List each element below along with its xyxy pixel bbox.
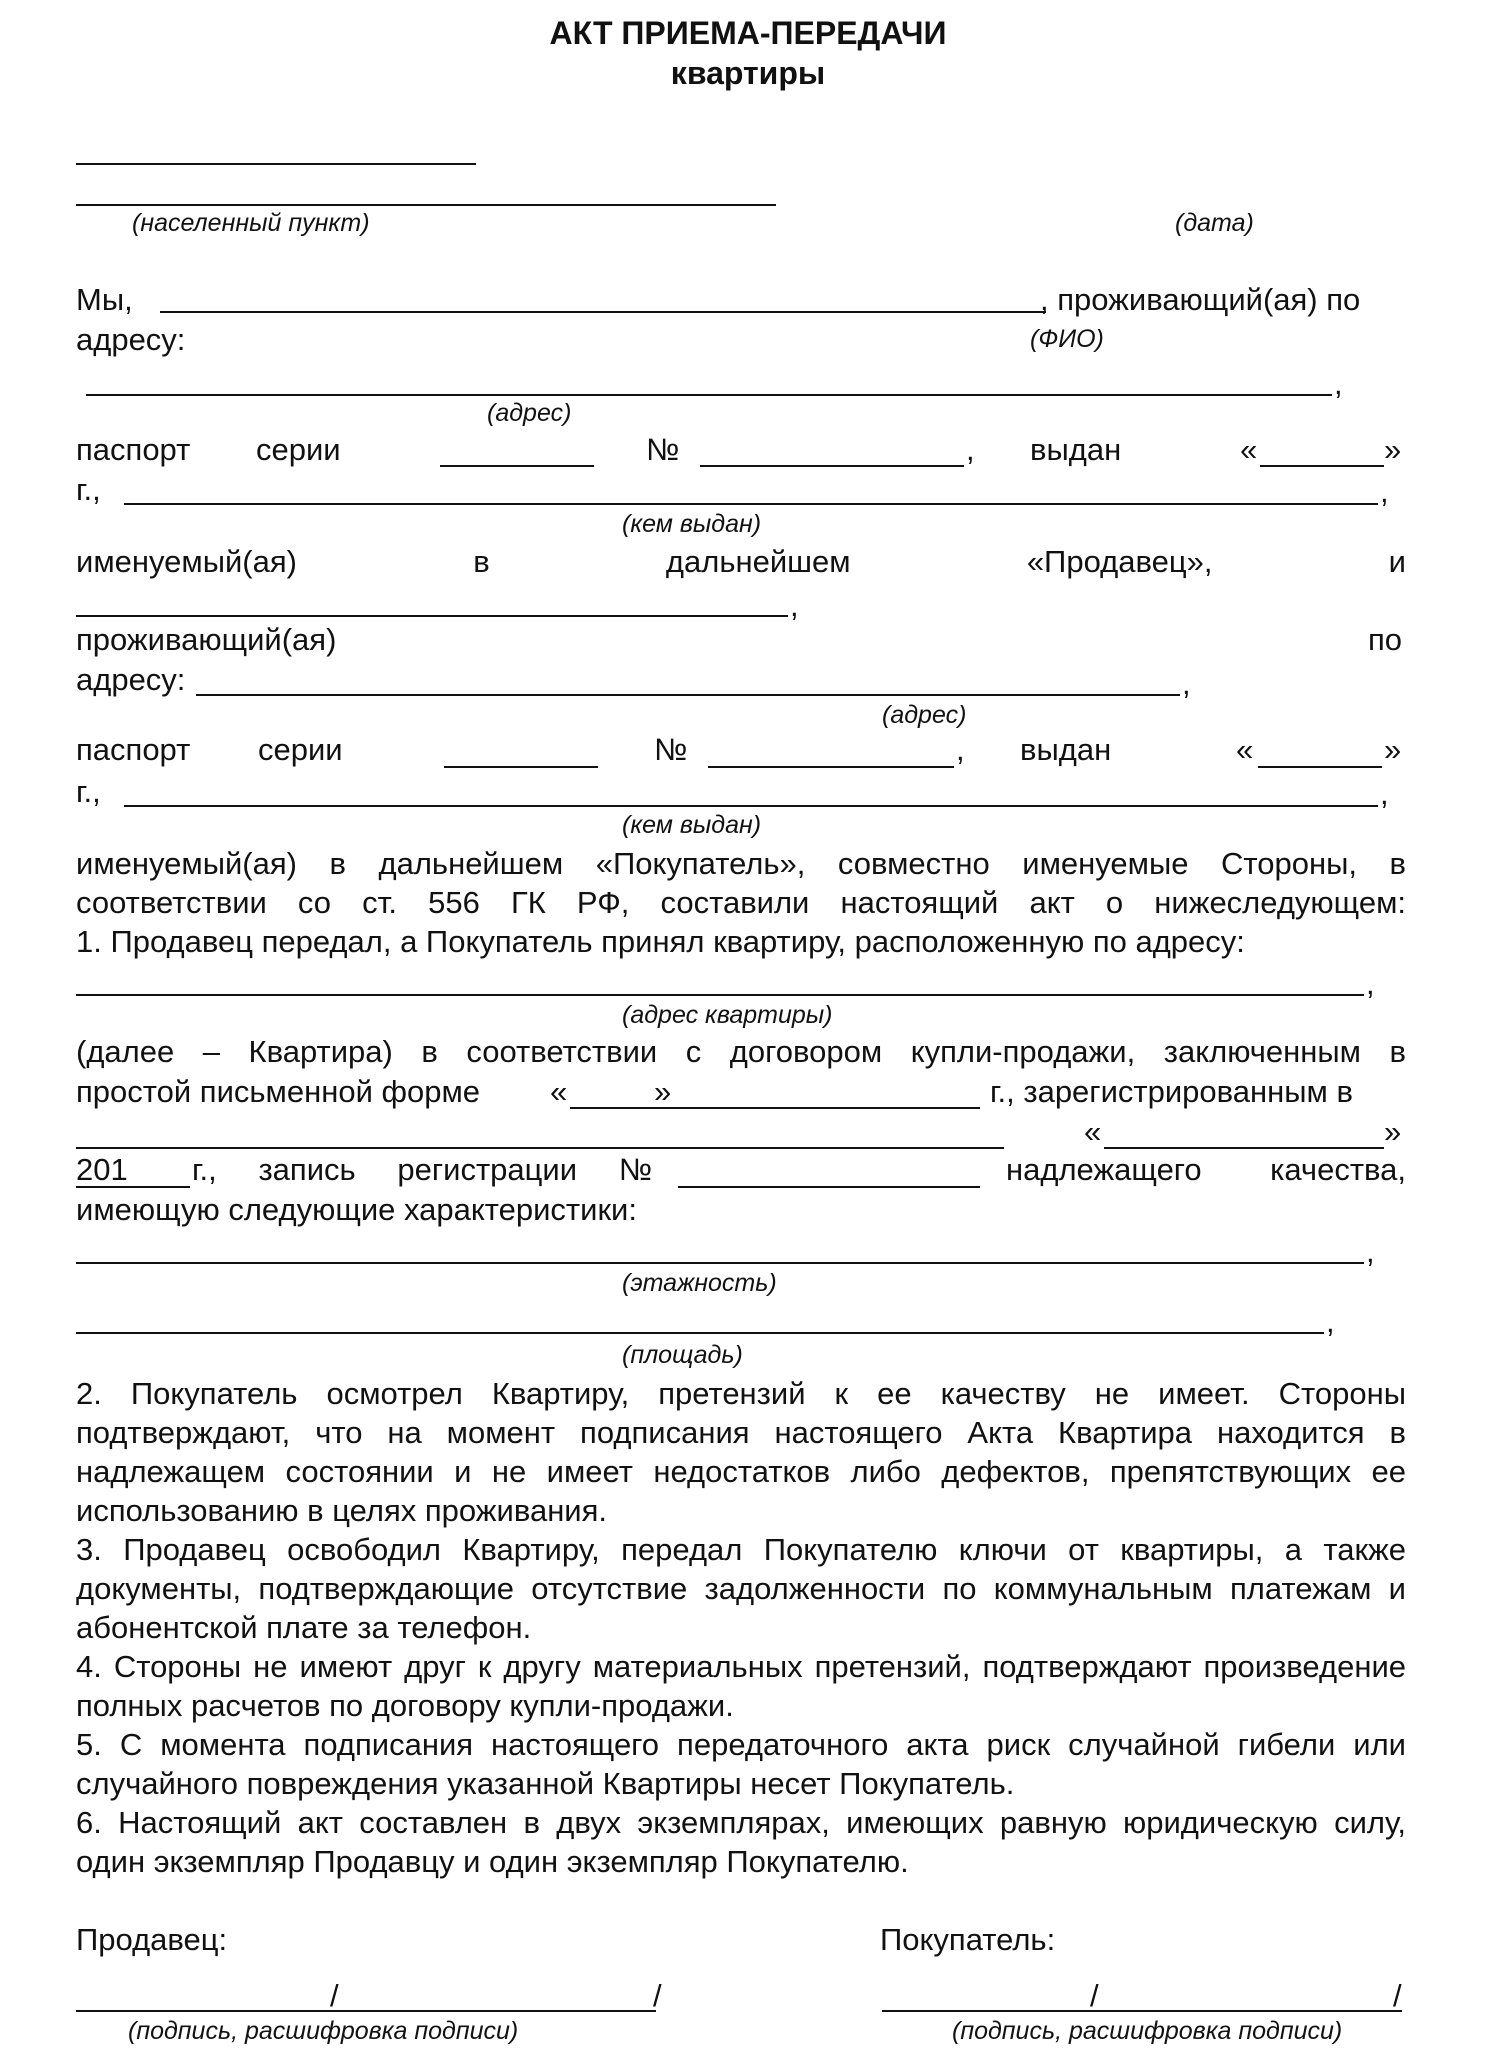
registration-date-blank	[1104, 1147, 1384, 1149]
hint-issued-by-2: (кем выдан)	[622, 811, 762, 839]
locality-blank	[76, 204, 776, 206]
hint-flat-address: (адрес квартиры)	[622, 1001, 833, 1029]
label-seller: Продавец:	[76, 1922, 228, 1957]
comma: ,	[790, 588, 799, 623]
record-number-blank	[678, 1186, 980, 1188]
comma: ,	[1182, 666, 1191, 701]
text-issued: выдан	[1030, 432, 1122, 467]
issued-by-blank-1	[124, 503, 1378, 505]
floors-blank	[76, 1262, 1364, 1264]
area-blank	[76, 1332, 1324, 1334]
text-passport: паспорт	[76, 732, 191, 767]
text-address-colon-2: адресу:	[76, 662, 186, 697]
document-subtitle: квартиры	[670, 55, 826, 91]
quote-open: «	[1236, 732, 1254, 767]
day-blank-2	[1258, 766, 1382, 768]
comma: ,	[1366, 1234, 1375, 1269]
hint-locality: (населенный пункт)	[132, 209, 370, 237]
text-issued: выдан	[1020, 732, 1112, 767]
item-1: 1. Продавец передал, а Покупатель принял квартиру, расположенную по адресу:	[76, 924, 1245, 959]
text-year-prefix: г.,	[76, 774, 101, 809]
named-buyer-line-2: соответствии со ст. 556 ГК РФ, составили настоящий акт о нижеследующем:	[76, 885, 1406, 920]
blank-line	[76, 163, 476, 165]
item-4: 4. Стороны не имеют друг к другу материальных претензий, подтверждают произведение полных расчетов по договору купли-продажи.	[76, 1649, 1406, 1723]
comma: ,	[1366, 966, 1375, 1001]
text-year-prefix: г.,	[76, 472, 101, 507]
text-year-registered: г., зарегистрированным в	[990, 1074, 1353, 1109]
item-5: 5. С момента подписания настоящего передаточного акта риск случайной гибели или случайного повреждения указанной Квартиры несет Покупатель.	[76, 1727, 1406, 1801]
registrar-blank	[76, 1147, 1004, 1149]
item-3: 3. Продавец освободил Квартиру, передал Покупателю ключи от квартиры, а также документы, подтверждающие отсутствие задолженности по коммунальным платежам и абонентской плате за телефон.	[76, 1532, 1406, 1645]
text-series: серии	[256, 432, 341, 467]
text-living-word: проживающий(ая)	[76, 622, 337, 657]
text-po: по	[1368, 622, 1403, 657]
document-title: АКТ ПРИЕМА-ПЕРЕДАЧИ	[549, 15, 947, 51]
hint-date: (дата)	[1175, 209, 1254, 237]
quote-close: »	[1384, 432, 1402, 467]
comma: ,	[1380, 474, 1389, 509]
text-series: серии	[258, 732, 343, 767]
text-simple-form: простой письменной форме	[76, 1074, 481, 1109]
label-buyer: Покупатель:	[880, 1922, 1056, 1957]
text-living-at: , проживающий(ая) по	[1040, 282, 1361, 317]
day-blank-1	[1260, 465, 1384, 467]
address-blank-2	[196, 694, 1180, 696]
quote-open: «	[550, 1074, 568, 1109]
contract-date-blank	[570, 1107, 980, 1109]
text-we: Мы,	[76, 282, 133, 317]
item-2: 2. Покупатель осмотрел Квартиру, претензий к ее качеству не имеет. Стороны подтверждают, что на момент подписания настоящего Акта Квартира находится в надлежащем состоянии и не имеет недостатков либо дефектов, препятствующих ее использованию в целях проживания.	[76, 1376, 1406, 1528]
number-blank-1	[700, 465, 964, 467]
quote-close: »	[654, 1074, 672, 1109]
address-blank-1	[86, 394, 1332, 396]
named-buyer-line-1: именуемый(ая) в дальнейшем «Покупатель», совместно именуемые Стороны, в	[76, 846, 1406, 881]
fio-blank	[160, 311, 1046, 313]
comma: ,	[1326, 1304, 1335, 1339]
hint-signature-seller: (подпись, расшифровка подписи)	[128, 2017, 519, 2045]
slash: /	[1393, 1978, 1402, 2013]
quote-close: »	[1384, 1114, 1402, 1149]
further-line-1: (далее – Квартира) в соответствии с договором купли-продажи, заключенным в	[76, 1034, 1406, 1069]
slash: /	[653, 1978, 662, 2013]
number-blank-2	[708, 766, 954, 768]
hint-area: (площадь)	[622, 1341, 743, 1369]
series-blank-1	[440, 465, 594, 467]
text-record-reg: г., запись регистрации №	[192, 1152, 652, 1187]
text-proper-quality: надлежащего качества,	[1006, 1152, 1406, 1187]
text-passport: паспорт	[76, 432, 191, 467]
seller-signature-line	[76, 2010, 656, 2012]
number-sign: №	[646, 432, 680, 467]
slash: /	[330, 1978, 339, 2013]
buyer-signature-line	[882, 2010, 1402, 2012]
comma: ,	[1334, 366, 1343, 401]
hint-issued-by-1: (кем выдан)	[622, 510, 762, 538]
comma: ,	[966, 432, 975, 467]
hint-address-2: (адрес)	[882, 701, 967, 729]
quote-open: «	[1084, 1114, 1102, 1149]
text-year-201: 201	[76, 1152, 128, 1187]
issued-by-blank-2	[124, 805, 1378, 807]
flat-address-blank	[76, 994, 1364, 996]
comma: ,	[1380, 776, 1389, 811]
hint-address-1: (адрес)	[487, 399, 572, 427]
quote-open: «	[1240, 432, 1258, 467]
hint-signature-buyer: (подпись, расшифровка подписи)	[952, 2017, 1343, 2045]
series-blank-2	[444, 766, 598, 768]
named-seller-line: именуемый(ая) в дальнейшем «Продавец», и	[76, 544, 1406, 579]
comma: ,	[956, 732, 965, 767]
item-6: 6. Настоящий акт составлен в двух экземплярах, имеющих равную юридическую силу, один экземпляр Продавцу и один экземпляр Покупателю.	[76, 1805, 1406, 1879]
text-address-colon: адресу:	[76, 322, 186, 357]
text-characteristics: имеющую следующие характеристики:	[76, 1192, 637, 1227]
number-sign: №	[654, 732, 688, 767]
slash: /	[1090, 1978, 1099, 2013]
year-201-underline	[76, 1186, 190, 1188]
quote-close: »	[1384, 732, 1402, 767]
buyer-name-blank	[76, 615, 788, 617]
hint-floors: (этажность)	[622, 1269, 777, 1297]
hint-fio: (ФИО)	[1030, 325, 1104, 353]
